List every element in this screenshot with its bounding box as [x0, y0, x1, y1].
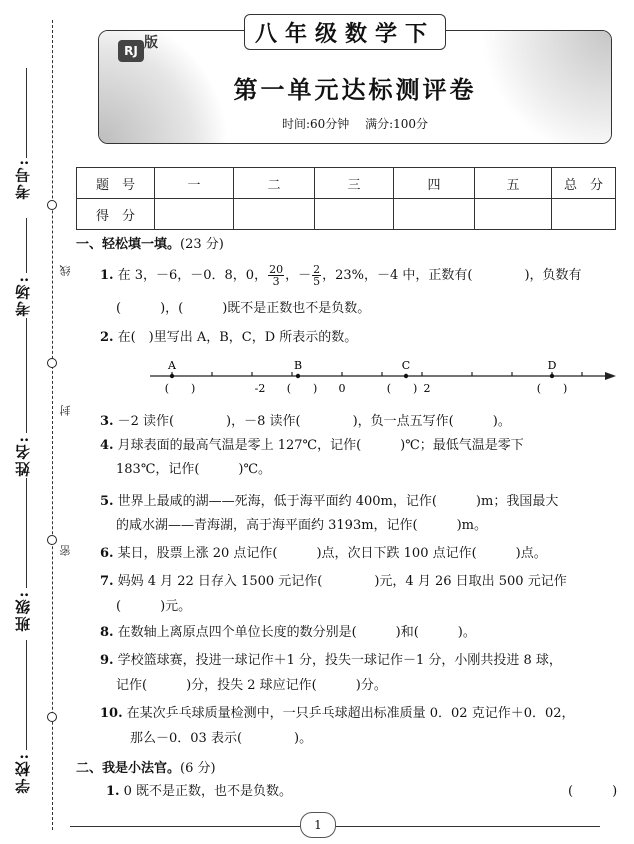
score-cell[interactable]: [475, 199, 552, 230]
point-c: [404, 374, 408, 378]
header-cell: 题 号: [77, 168, 155, 199]
question-1: 1. 在 3，－6，－0．8，0， $\frac{20}{3}$ ，－ $\frac{2}{5}$ ，23%，－4 中，正数有( )，负数有: [100, 263, 582, 288]
header-cell: 五: [475, 168, 552, 199]
judge-answer-paren[interactable]: ( ): [568, 784, 618, 799]
seal-char-feng: 封: [59, 405, 72, 416]
score-cell[interactable]: [155, 199, 234, 230]
point-b: [296, 374, 300, 378]
class-label: 班级:: [14, 590, 32, 632]
school-line[interactable]: [26, 640, 27, 750]
header-cell: 一: [155, 168, 234, 199]
binding-hole: [47, 200, 57, 210]
number-line-ticks: [172, 372, 582, 376]
tick-label-minus-2: -2: [254, 382, 266, 395]
score-cell[interactable]: [315, 199, 394, 230]
question-1-line-2: ( )，( )既不是正数也不是负数。: [116, 301, 371, 316]
point-a: [170, 374, 174, 378]
question-9-line-2: 记作( )分，投失 2 球应记作( )分。: [116, 678, 387, 693]
header-cell: 四: [394, 168, 475, 199]
seal-char-xian: 线: [59, 265, 72, 276]
judge-question-1: 1. 0 既不是正数，也不是负数。: [106, 784, 292, 799]
header-cell: 总 分: [552, 168, 616, 199]
exam-room-label: 考场:: [14, 275, 32, 317]
page-number: 1: [300, 812, 336, 838]
exam-number-line[interactable]: [26, 68, 27, 158]
answer-paren-b: ( ): [286, 382, 318, 395]
question-7-line-2: ( )元。: [116, 599, 192, 614]
answer-paren-c: ( ): [386, 382, 418, 395]
answer-paren-d: ( ): [536, 382, 568, 395]
header-cell: 二: [234, 168, 315, 199]
score-row-label: 得 分: [77, 199, 155, 230]
point-d-letter: D: [547, 359, 557, 372]
fraction: $\frac{20}{3}$: [269, 263, 284, 288]
exam-room-line[interactable]: [26, 218, 27, 273]
name-line[interactable]: [26, 318, 27, 433]
tick-label-2: 2: [423, 382, 431, 395]
section-1-title: 一、轻松填一填。(23 分): [76, 237, 224, 252]
binding-hole: [47, 535, 57, 545]
score-table-score-row: [77, 199, 616, 230]
question-3: 3. －2 读作( )，－8 读作( )，负一点五写作( )。: [100, 414, 511, 429]
school-label: 学校:: [14, 752, 32, 794]
grade-banner: 八年级数学下: [244, 14, 446, 50]
header-cell: 三: [315, 168, 394, 199]
question-5-line-2: 的咸水湖——青海湖，高于海平面约 3193m，记作( )m。: [116, 518, 488, 533]
score-cell[interactable]: [394, 199, 475, 230]
answer-paren-a: ( ): [164, 382, 196, 395]
tick-label-0: 0: [338, 382, 346, 395]
class-line[interactable]: [26, 478, 27, 588]
score-cell[interactable]: [552, 199, 616, 230]
question-4-line-2: 183℃，记作( )℃。: [116, 462, 272, 477]
page-title: 第一单元达标测评卷: [233, 76, 477, 104]
number-line-arrow: [605, 372, 616, 380]
binding-hole: [47, 358, 57, 368]
point-c-letter: C: [401, 359, 411, 372]
point-b-letter: B: [293, 359, 303, 372]
question-10-line-2: 那么－0．03 表示( )。: [130, 731, 313, 746]
question-9: 9. 学校篮球赛，投进一球记作＋1 分，投失一球记作－1 分，小刚共投进 8 球，: [100, 653, 562, 668]
question-7: 7. 妈妈 4 月 22 日存入 1500 元记作( )元，4 月 26 日取出 500 元记作: [100, 574, 567, 589]
question-4: 4. 月球表面的最高气温是零上 127℃，记作( )℃；最低气温是零下: [100, 438, 524, 453]
exam-info: [100, 115, 610, 132]
question-10: 10. 在某次乒乓球质量检测中，一只乒乓球超出标准质量 0．02 克记作＋0．02，: [100, 706, 575, 721]
point-d: [550, 374, 554, 378]
seal-char-mi: 密: [59, 545, 72, 556]
question-8: 8. 在数轴上离原点四个单位长度的数分别是( )和( )。: [100, 625, 476, 640]
page-footer: [0, 812, 634, 842]
question-5: 5. 世界上最咸的湖——死海，低于海平面约 400m，记作( )m；我国最大: [100, 494, 559, 509]
edition-badge-suffix: 版: [144, 35, 158, 51]
name-label: 姓名:: [14, 435, 32, 477]
number-line: [150, 357, 620, 407]
question-6: 6. 某日，股票上涨 20 点记作( )点，次日下跌 100 点记作( )点。: [100, 546, 547, 561]
exam-number-label: 考号:: [14, 158, 32, 200]
score-cell[interactable]: [234, 199, 315, 230]
time-limit: 时间:60分钟: [281, 117, 350, 131]
section-2-title: 二、我是小法官。(6 分): [76, 761, 216, 776]
binding-dashed-line: [52, 20, 53, 830]
fraction: $\frac{2}{5}$: [313, 263, 321, 288]
edition-badge: RJ: [118, 40, 144, 62]
point-a-letter: A: [168, 359, 176, 372]
binding-hole: [47, 712, 57, 722]
score-table: [76, 167, 616, 230]
question-2: 2. 在( )里写出 A，B，C，D 所表示的数。: [100, 330, 358, 345]
score-table-header-row: [77, 168, 616, 199]
full-score: 满分:100分: [365, 117, 429, 131]
